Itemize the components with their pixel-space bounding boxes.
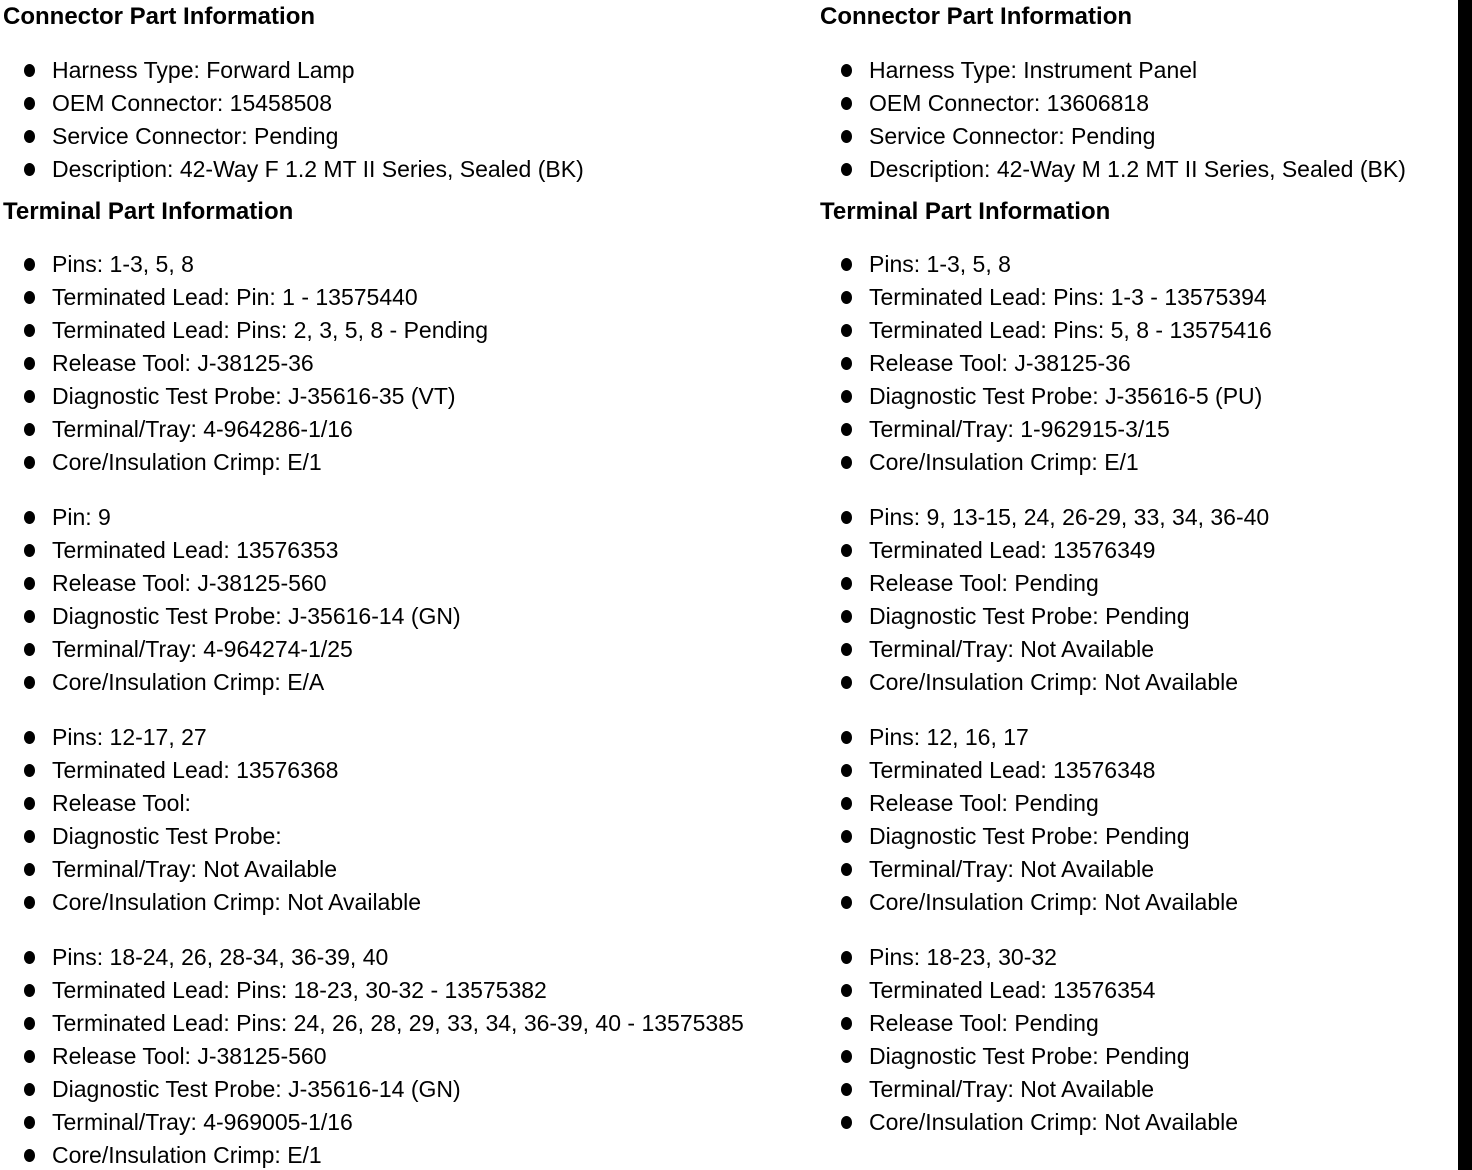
- terminal-tray-item: [820, 413, 1406, 446]
- page-edge-bar: [1458, 0, 1472, 1170]
- service-connector-item: [3, 120, 744, 153]
- bullet-icon: [24, 896, 35, 909]
- terminated-lead-item: [3, 754, 744, 787]
- bullet-icon: [841, 1017, 852, 1030]
- terminal-tray-item: [3, 633, 744, 666]
- pins-item: [820, 721, 1406, 754]
- bullet-icon: [841, 258, 852, 271]
- bullet-icon: [24, 64, 35, 77]
- list-item-text: Terminated Lead: 13576348: [869, 757, 1156, 783]
- connector-info-list: [820, 54, 1406, 186]
- bullet-icon: [841, 324, 852, 337]
- pins-item: [3, 721, 744, 754]
- list-item-text: Terminal/Tray: Not Available: [52, 856, 338, 882]
- list-item-text: Diagnostic Test Probe: Pending: [869, 603, 1190, 629]
- list-item-text: Release Tool: Pending: [869, 790, 1099, 816]
- bullet-icon: [24, 1116, 35, 1129]
- oem-connector-item: [820, 87, 1406, 120]
- list-item-text: Release Tool: J-38125-36: [869, 350, 1131, 376]
- diagnostic-test-probe-item: [820, 380, 1406, 413]
- bullet-icon: [841, 951, 852, 964]
- terminated-lead-item: [3, 974, 744, 1007]
- list-item-text: Description: 42-Way F 1.2 MT II Series, Sealed (BK): [52, 156, 584, 182]
- release-tool-item: [820, 1007, 1406, 1040]
- bullet-icon: [841, 643, 852, 656]
- bullet-icon: [24, 643, 35, 656]
- bullet-icon: [841, 390, 852, 403]
- list-item-text: Diagnostic Test Probe:: [52, 823, 282, 849]
- list-item-text: Core/Insulation Crimp: E/1: [869, 449, 1139, 475]
- service-connector-item: [820, 120, 1406, 153]
- list-item-text: Terminal/Tray: 1-962915-3/15: [869, 416, 1170, 442]
- list-item-text: Diagnostic Test Probe: J-35616-14 (GN): [52, 603, 461, 629]
- release-tool-item: [820, 567, 1406, 600]
- list-item-text: Terminated Lead: Pins: 2, 3, 5, 8 - Pending: [52, 317, 488, 343]
- terminal-group-2: [3, 501, 744, 699]
- bullet-icon: [24, 863, 35, 876]
- bullet-icon: [24, 951, 35, 964]
- bullet-icon: [841, 764, 852, 777]
- bullet-icon: [24, 1017, 35, 1030]
- list-item-text: Core/Insulation Crimp: Not Available: [52, 889, 422, 915]
- list-item-text: Diagnostic Test Probe: Pending: [869, 1043, 1190, 1069]
- bullet-icon: [24, 423, 35, 436]
- core-insulation-crimp-item: [3, 666, 744, 699]
- list-item-text: Terminated Lead: Pins: 5, 8 - 13575416: [869, 317, 1272, 343]
- bullet-icon: [24, 984, 35, 997]
- bullet-icon: [24, 163, 35, 176]
- list-item-text: Diagnostic Test Probe: J-35616-5 (PU): [869, 383, 1263, 409]
- list-item-text: Terminated Lead: 13576353: [52, 537, 339, 563]
- core-insulation-crimp-item: [3, 1139, 744, 1170]
- list-item-text: Pins: 18-24, 26, 28-34, 36-39, 40: [52, 944, 389, 970]
- bullet-icon: [24, 1083, 35, 1096]
- diagnostic-test-probe-item: [820, 600, 1406, 633]
- terminal-tray-item: [3, 853, 744, 886]
- list-item-text: Terminal/Tray: Not Available: [869, 636, 1155, 662]
- bullet-icon: [841, 984, 852, 997]
- bullet-icon: [24, 324, 35, 337]
- bullet-icon: [841, 1083, 852, 1096]
- list-item-text: Release Tool: Pending: [869, 1010, 1099, 1036]
- bullet-icon: [841, 97, 852, 110]
- release-tool-item: [820, 787, 1406, 820]
- bullet-icon: [841, 577, 852, 590]
- terminated-lead-item: [3, 534, 744, 567]
- list-item-text: Release Tool: J-38125-560: [52, 570, 327, 596]
- bullet-icon: [24, 357, 35, 370]
- bullet-icon: [841, 830, 852, 843]
- bullet-icon: [841, 731, 852, 744]
- list-item-text: Core/Insulation Crimp: E/1: [52, 449, 322, 475]
- bullet-icon: [841, 64, 852, 77]
- list-item-text: Terminated Lead: Pins: 1-3 - 13575394: [869, 284, 1267, 310]
- core-insulation-crimp-item: [820, 886, 1406, 919]
- release-tool-item: [3, 1040, 744, 1073]
- list-item-text: Core/Insulation Crimp: Not Available: [869, 669, 1239, 695]
- description-item: [820, 153, 1406, 186]
- left-column: [3, 4, 744, 1170]
- terminal-tray-item: [820, 1073, 1406, 1106]
- harness-type-item: [3, 54, 744, 87]
- terminal-tray-item: [820, 633, 1406, 666]
- diagnostic-test-probe-item: [3, 1073, 744, 1106]
- bullet-icon: [841, 130, 852, 143]
- bullet-icon: [24, 97, 35, 110]
- terminal-group-2: [820, 501, 1406, 699]
- bullet-icon: [24, 390, 35, 403]
- terminated-lead-item: [820, 534, 1406, 567]
- bullet-icon: [841, 357, 852, 370]
- list-item-text: Harness Type: Forward Lamp: [52, 57, 355, 83]
- list-item-text: Terminal/Tray: 4-969005-1/16: [52, 1109, 353, 1135]
- core-insulation-crimp-item: [820, 666, 1406, 699]
- bullet-icon: [24, 1149, 35, 1162]
- harness-type-item: [820, 54, 1406, 87]
- bullet-icon: [841, 544, 852, 557]
- bullet-icon: [24, 258, 35, 271]
- list-item-text: Service Connector: Pending: [869, 123, 1156, 149]
- list-item-text: Terminated Lead: 13576349: [869, 537, 1156, 563]
- diagnostic-test-probe-item: [3, 600, 744, 633]
- list-item-text: Terminated Lead: Pin: 1 - 13575440: [52, 284, 418, 310]
- list-item-text: Core/Insulation Crimp: E/1: [52, 1142, 322, 1168]
- list-item-text: Pin: 9: [52, 504, 111, 530]
- bullet-icon: [841, 676, 852, 689]
- bullet-icon: [24, 511, 35, 524]
- diagnostic-test-probe-item: [820, 820, 1406, 853]
- terminal-tray-item: [3, 413, 744, 446]
- bullet-icon: [24, 676, 35, 689]
- description-item: [3, 153, 744, 186]
- bullet-icon: [24, 610, 35, 623]
- list-item-text: Release Tool: Pending: [869, 570, 1099, 596]
- pins-item: [820, 248, 1406, 281]
- core-insulation-crimp-item: [3, 886, 744, 919]
- bullet-icon: [841, 456, 852, 469]
- list-item-text: Core/Insulation Crimp: E/A: [52, 669, 325, 695]
- terminated-lead-item: [820, 974, 1406, 1007]
- core-insulation-crimp-item: [3, 446, 744, 479]
- terminated-lead-item: [3, 1007, 744, 1040]
- bullet-icon: [841, 163, 852, 176]
- terminal-tray-item: [3, 1106, 744, 1139]
- terminal-group-4: [3, 941, 744, 1170]
- diagnostic-test-probe-item: [3, 380, 744, 413]
- terminal-group-1: [820, 248, 1406, 479]
- bullet-icon: [24, 577, 35, 590]
- list-item-text: Release Tool:: [52, 790, 191, 816]
- bullet-icon: [841, 797, 852, 810]
- terminated-lead-item: [820, 314, 1406, 347]
- list-item-text: Core/Insulation Crimp: Not Available: [869, 1109, 1239, 1135]
- terminal-group-3: [3, 721, 744, 919]
- release-tool-item: [820, 347, 1406, 380]
- bullet-icon: [24, 130, 35, 143]
- list-item-text: Pins: 12, 16, 17: [869, 724, 1029, 750]
- list-item-text: Terminated Lead: Pins: 24, 26, 28, 29, 33, 34, 36-39, 40 - 13575385: [52, 1010, 744, 1036]
- list-item-text: Service Connector: Pending: [52, 123, 339, 149]
- bullet-icon: [841, 610, 852, 623]
- bullet-icon: [841, 863, 852, 876]
- bullet-icon: [24, 456, 35, 469]
- list-item-text: Core/Insulation Crimp: Not Available: [869, 889, 1239, 915]
- terminal-part-information-header: Terminal Part Information: [820, 198, 1111, 225]
- core-insulation-crimp-item: [820, 446, 1406, 479]
- terminal-part-information-header: Terminal Part Information: [3, 198, 294, 225]
- pins-item: [820, 501, 1406, 534]
- list-item-text: Terminal/Tray: 4-964286-1/16: [52, 416, 353, 442]
- bullet-icon: [24, 797, 35, 810]
- list-item-text: Terminated Lead: 13576354: [869, 977, 1156, 1003]
- pins-item: [3, 941, 744, 974]
- list-item-text: Terminal/Tray: 4-964274-1/25: [52, 636, 353, 662]
- bullet-icon: [24, 1050, 35, 1063]
- bullet-icon: [841, 896, 852, 909]
- list-item-text: Release Tool: J-38125-36: [52, 350, 314, 376]
- oem-connector-item: [3, 87, 744, 120]
- terminal-tray-item: [820, 853, 1406, 886]
- list-item-text: OEM Connector: 13606818: [869, 90, 1150, 116]
- list-item-text: OEM Connector: 15458508: [52, 90, 333, 116]
- terminal-group-4: [820, 941, 1406, 1139]
- list-item-text: Diagnostic Test Probe: Pending: [869, 823, 1190, 849]
- release-tool-item: [3, 347, 744, 380]
- bullet-icon: [24, 830, 35, 843]
- diagnostic-test-probe-item: [3, 820, 744, 853]
- bullet-icon: [24, 764, 35, 777]
- terminal-group-3: [820, 721, 1406, 919]
- pins-item: [3, 501, 744, 534]
- connector-part-information-header: Connector Part Information: [3, 3, 316, 30]
- bullet-icon: [841, 511, 852, 524]
- right-column: [820, 4, 1406, 1139]
- terminated-lead-item: [3, 314, 744, 347]
- terminated-lead-item: [820, 754, 1406, 787]
- list-item-text: Pins: 12-17, 27: [52, 724, 207, 750]
- terminated-lead-item: [820, 281, 1406, 314]
- bullet-icon: [24, 731, 35, 744]
- list-item-text: Diagnostic Test Probe: J-35616-35 (VT): [52, 383, 456, 409]
- bullet-icon: [841, 1050, 852, 1063]
- list-item-text: Terminated Lead: 13576368: [52, 757, 339, 783]
- core-insulation-crimp-item: [820, 1106, 1406, 1139]
- bullet-icon: [841, 291, 852, 304]
- list-item-text: Harness Type: Instrument Panel: [869, 57, 1198, 83]
- list-item-text: Release Tool: J-38125-560: [52, 1043, 327, 1069]
- list-item-text: Terminal/Tray: Not Available: [869, 1076, 1155, 1102]
- bullet-icon: [24, 544, 35, 557]
- list-item-text: Terminal/Tray: Not Available: [869, 856, 1155, 882]
- list-item-text: Pins: 1-3, 5, 8: [869, 251, 1011, 277]
- connector-part-information-header: Connector Part Information: [820, 3, 1133, 30]
- list-item-text: Description: 42-Way M 1.2 MT II Series, Sealed (BK): [869, 156, 1406, 182]
- list-item-text: Terminated Lead: Pins: 18-23, 30-32 - 13575382: [52, 977, 547, 1003]
- connector-info-list: [3, 54, 744, 186]
- terminal-group-1: [3, 248, 744, 479]
- release-tool-item: [3, 567, 744, 600]
- bullet-icon: [841, 1116, 852, 1129]
- bullet-icon: [841, 423, 852, 436]
- list-item-text: Pins: 9, 13-15, 24, 26-29, 33, 34, 36-40: [869, 504, 1270, 530]
- terminated-lead-item: [3, 281, 744, 314]
- list-item-text: Pins: 18-23, 30-32: [869, 944, 1057, 970]
- bullet-icon: [24, 291, 35, 304]
- list-item-text: Pins: 1-3, 5, 8: [52, 251, 194, 277]
- pins-item: [3, 248, 744, 281]
- diagnostic-test-probe-item: [820, 1040, 1406, 1073]
- list-item-text: Diagnostic Test Probe: J-35616-14 (GN): [52, 1076, 461, 1102]
- pins-item: [820, 941, 1406, 974]
- release-tool-item: [3, 787, 744, 820]
